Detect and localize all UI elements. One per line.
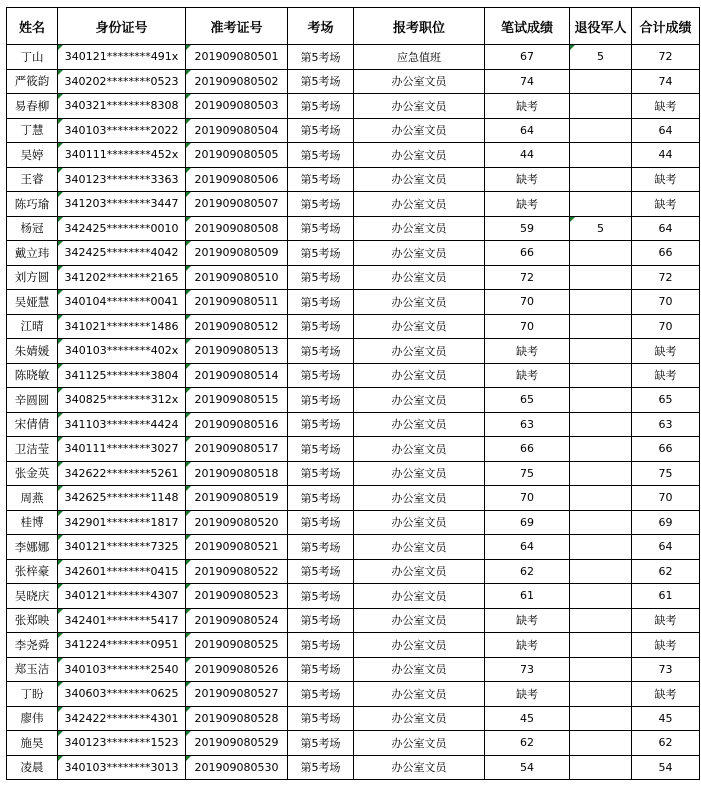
- cell-name: 施昊: [7, 731, 58, 756]
- table-row: [7, 412, 700, 437]
- cell-name: 郑玉洁: [7, 657, 58, 682]
- cell-written-score: 63: [485, 412, 570, 437]
- cell-position: 应急值班: [354, 45, 485, 70]
- cell-id-number: 342401********5417: [58, 608, 186, 633]
- cell-name: 丁盼: [7, 682, 58, 707]
- cell-written-score: 66: [485, 437, 570, 462]
- cell-written-score: 66: [485, 241, 570, 266]
- cell-total-score: 66: [632, 437, 700, 462]
- cell-veteran: [570, 265, 632, 290]
- cell-id-number: 340321********8308: [58, 94, 186, 119]
- cell-total-score: 缺考: [632, 94, 700, 119]
- table-row: [7, 388, 700, 413]
- cell-total-score: 44: [632, 143, 700, 168]
- cell-veteran: [570, 608, 632, 633]
- cell-total-score: 70: [632, 486, 700, 511]
- cell-written-score: 64: [485, 118, 570, 143]
- cell-id-number: 341202********2165: [58, 265, 186, 290]
- header-row: [7, 8, 700, 45]
- cell-venue: 第5考场: [288, 657, 354, 682]
- cell-id-number: 340111********3027: [58, 437, 186, 462]
- table-row: [7, 167, 700, 192]
- cell-veteran: [570, 731, 632, 756]
- table-row: [7, 486, 700, 511]
- table-row: [7, 339, 700, 364]
- cell-written-score: 59: [485, 216, 570, 241]
- cell-total-score: 缺考: [632, 167, 700, 192]
- cell-position: 办公室文员: [354, 608, 485, 633]
- cell-position: 办公室文员: [354, 265, 485, 290]
- cell-veteran: [570, 143, 632, 168]
- cell-id-number: 341021********1486: [58, 314, 186, 339]
- cell-venue: 第5考场: [288, 388, 354, 413]
- cell-written-score: 62: [485, 731, 570, 756]
- cell-position: 办公室文员: [354, 388, 485, 413]
- cell-written-score: 70: [485, 486, 570, 511]
- cell-venue: 第5考场: [288, 363, 354, 388]
- cell-venue: 第5考场: [288, 437, 354, 462]
- table-row: [7, 535, 700, 560]
- cell-total-score: 65: [632, 388, 700, 413]
- cell-written-score: 45: [485, 706, 570, 731]
- cell-ticket: 201909080503: [186, 94, 288, 119]
- cell-name: 张金英: [7, 461, 58, 486]
- cell-id-number: 340202********0523: [58, 69, 186, 94]
- table-row: [7, 45, 700, 70]
- cell-veteran: [570, 339, 632, 364]
- cell-venue: 第5考场: [288, 118, 354, 143]
- cell-ticket: 201909080519: [186, 486, 288, 511]
- table-row: [7, 657, 700, 682]
- table-row: [7, 363, 700, 388]
- cell-written-score: 54: [485, 755, 570, 780]
- cell-name: 李尧舜: [7, 633, 58, 658]
- header-position: 报考职位: [354, 8, 485, 45]
- cell-name: 戴立玮: [7, 241, 58, 266]
- cell-id-number: 340123********1523: [58, 731, 186, 756]
- table-row: [7, 559, 700, 584]
- cell-total-score: 70: [632, 314, 700, 339]
- cell-ticket: 201909080514: [186, 363, 288, 388]
- cell-id-number: 341203********3447: [58, 192, 186, 217]
- cell-ticket: 201909080523: [186, 584, 288, 609]
- cell-position: 办公室文员: [354, 633, 485, 658]
- cell-total-score: 75: [632, 461, 700, 486]
- table-row: [7, 584, 700, 609]
- cell-position: 办公室文员: [354, 290, 485, 315]
- cell-position: 办公室文员: [354, 486, 485, 511]
- cell-written-score: 75: [485, 461, 570, 486]
- cell-ticket: 201909080527: [186, 682, 288, 707]
- cell-veteran: [570, 94, 632, 119]
- cell-position: 办公室文员: [354, 584, 485, 609]
- cell-id-number: 342425********0010: [58, 216, 186, 241]
- header-veteran: 退役军人: [570, 8, 632, 45]
- cell-ticket: 201909080505: [186, 143, 288, 168]
- cell-name: 张梓豪: [7, 559, 58, 584]
- cell-id-number: 341224********0951: [58, 633, 186, 658]
- cell-veteran: [570, 633, 632, 658]
- cell-position: 办公室文员: [354, 437, 485, 462]
- cell-position: 办公室文员: [354, 755, 485, 780]
- cell-ticket: 201909080521: [186, 535, 288, 560]
- cell-total-score: 63: [632, 412, 700, 437]
- cell-id-number: 340103********2022: [58, 118, 186, 143]
- cell-veteran: [570, 363, 632, 388]
- cell-venue: 第5考场: [288, 608, 354, 633]
- cell-venue: 第5考场: [288, 731, 354, 756]
- cell-veteran: [570, 241, 632, 266]
- cell-id-number: 340825********312x: [58, 388, 186, 413]
- table-row: [7, 706, 700, 731]
- cell-ticket: 201909080506: [186, 167, 288, 192]
- cell-id-number: 341125********3804: [58, 363, 186, 388]
- header-name: 姓名: [7, 8, 58, 45]
- cell-venue: 第5考场: [288, 510, 354, 535]
- cell-venue: 第5考场: [288, 339, 354, 364]
- cell-ticket: 201909080504: [186, 118, 288, 143]
- cell-position: 办公室文员: [354, 535, 485, 560]
- cell-name: 丁慧: [7, 118, 58, 143]
- cell-veteran: [570, 682, 632, 707]
- cell-venue: 第5考场: [288, 167, 354, 192]
- cell-total-score: 62: [632, 559, 700, 584]
- cell-name: 王睿: [7, 167, 58, 192]
- cell-ticket: 201909080530: [186, 755, 288, 780]
- cell-position: 办公室文员: [354, 143, 485, 168]
- cell-total-score: 72: [632, 45, 700, 70]
- cell-total-score: 缺考: [632, 339, 700, 364]
- cell-id-number: 342601********0415: [58, 559, 186, 584]
- cell-venue: 第5考场: [288, 633, 354, 658]
- cell-total-score: 缺考: [632, 608, 700, 633]
- cell-veteran: [570, 69, 632, 94]
- cell-position: 办公室文员: [354, 118, 485, 143]
- cell-ticket: 201909080512: [186, 314, 288, 339]
- cell-written-score: 65: [485, 388, 570, 413]
- cell-veteran: [570, 388, 632, 413]
- cell-veteran: [570, 461, 632, 486]
- cell-written-score: 74: [485, 69, 570, 94]
- cell-veteran: 5: [570, 216, 632, 241]
- cell-ticket: 201909080528: [186, 706, 288, 731]
- cell-written-score: 缺考: [485, 633, 570, 658]
- cell-position: 办公室文员: [354, 167, 485, 192]
- cell-written-score: 缺考: [485, 608, 570, 633]
- cell-name: 易春柳: [7, 94, 58, 119]
- cell-position: 办公室文员: [354, 682, 485, 707]
- cell-venue: 第5考场: [288, 290, 354, 315]
- cell-position: 办公室文员: [354, 706, 485, 731]
- table-row: [7, 633, 700, 658]
- table-row: [7, 290, 700, 315]
- table-row: [7, 192, 700, 217]
- cell-venue: 第5考场: [288, 143, 354, 168]
- cell-veteran: [570, 559, 632, 584]
- cell-venue: 第5考场: [288, 241, 354, 266]
- cell-ticket: 201909080524: [186, 608, 288, 633]
- cell-name: 张郑映: [7, 608, 58, 633]
- cell-venue: 第5考场: [288, 69, 354, 94]
- table-row: [7, 69, 700, 94]
- table-row: [7, 143, 700, 168]
- header-total-score: 合计成绩: [632, 8, 700, 45]
- cell-written-score: 73: [485, 657, 570, 682]
- cell-position: 办公室文员: [354, 731, 485, 756]
- cell-total-score: 54: [632, 755, 700, 780]
- cell-ticket: 201909080510: [186, 265, 288, 290]
- table-row: [7, 314, 700, 339]
- cell-name: 吴婷: [7, 143, 58, 168]
- cell-position: 办公室文员: [354, 339, 485, 364]
- table-row: [7, 731, 700, 756]
- cell-written-score: 缺考: [485, 94, 570, 119]
- cell-name: 陈巧瑜: [7, 192, 58, 217]
- cell-position: 办公室文员: [354, 510, 485, 535]
- cell-name: 凌晨: [7, 755, 58, 780]
- table-row: [7, 608, 700, 633]
- cell-total-score: 45: [632, 706, 700, 731]
- table-row: [7, 461, 700, 486]
- cell-total-score: 61: [632, 584, 700, 609]
- cell-ticket: 201909080520: [186, 510, 288, 535]
- cell-ticket: 201909080511: [186, 290, 288, 315]
- cell-id-number: 340103********3013: [58, 755, 186, 780]
- table-row: [7, 265, 700, 290]
- table-row: [7, 94, 700, 119]
- score-sheet: [6, 7, 700, 780]
- cell-total-score: 72: [632, 265, 700, 290]
- cell-venue: 第5考场: [288, 584, 354, 609]
- cell-name: 廖伟: [7, 706, 58, 731]
- cell-total-score: 69: [632, 510, 700, 535]
- cell-veteran: [570, 755, 632, 780]
- cell-name: 陈晓敏: [7, 363, 58, 388]
- cell-id-number: 342625********1148: [58, 486, 186, 511]
- cell-name: 严筱韵: [7, 69, 58, 94]
- cell-venue: 第5考场: [288, 192, 354, 217]
- cell-ticket: 201909080501: [186, 45, 288, 70]
- cell-name: 朱婧媛: [7, 339, 58, 364]
- cell-total-score: 62: [632, 731, 700, 756]
- cell-total-score: 64: [632, 216, 700, 241]
- table-row: [7, 216, 700, 241]
- cell-written-score: 缺考: [485, 192, 570, 217]
- cell-total-score: 缺考: [632, 682, 700, 707]
- cell-total-score: 70: [632, 290, 700, 315]
- header-ticket: 准考证号: [186, 8, 288, 45]
- header-written-score: 笔试成绩: [485, 8, 570, 45]
- cell-total-score: 66: [632, 241, 700, 266]
- cell-veteran: [570, 192, 632, 217]
- cell-position: 办公室文员: [354, 241, 485, 266]
- table-row: [7, 682, 700, 707]
- cell-name: 宋倩倩: [7, 412, 58, 437]
- cell-name: 江晴: [7, 314, 58, 339]
- cell-id-number: 341103********4424: [58, 412, 186, 437]
- cell-venue: 第5考场: [288, 535, 354, 560]
- cell-venue: 第5考场: [288, 265, 354, 290]
- cell-name: 辛圆圆: [7, 388, 58, 413]
- table-row: [7, 755, 700, 780]
- cell-total-score: 64: [632, 118, 700, 143]
- cell-total-score: 缺考: [632, 363, 700, 388]
- cell-veteran: [570, 535, 632, 560]
- table-row: [7, 118, 700, 143]
- cell-position: 办公室文员: [354, 559, 485, 584]
- cell-veteran: [570, 314, 632, 339]
- cell-venue: 第5考场: [288, 706, 354, 731]
- cell-ticket: 201909080529: [186, 731, 288, 756]
- cell-id-number: 342622********5261: [58, 461, 186, 486]
- cell-id-number: 340121********4307: [58, 584, 186, 609]
- cell-veteran: [570, 706, 632, 731]
- cell-venue: 第5考场: [288, 216, 354, 241]
- cell-veteran: [570, 437, 632, 462]
- table-row: [7, 437, 700, 462]
- cell-id-number: 340103********2540: [58, 657, 186, 682]
- cell-name: 卫洁莹: [7, 437, 58, 462]
- cell-written-score: 缺考: [485, 363, 570, 388]
- cell-position: 办公室文员: [354, 69, 485, 94]
- cell-veteran: [570, 412, 632, 437]
- cell-name: 周燕: [7, 486, 58, 511]
- cell-written-score: 缺考: [485, 339, 570, 364]
- cell-ticket: 201909080509: [186, 241, 288, 266]
- cell-ticket: 201909080508: [186, 216, 288, 241]
- cell-id-number: 340111********452x: [58, 143, 186, 168]
- cell-position: 办公室文员: [354, 314, 485, 339]
- header-venue: 考场: [288, 8, 354, 45]
- cell-veteran: [570, 510, 632, 535]
- cell-veteran: 5: [570, 45, 632, 70]
- cell-venue: 第5考场: [288, 755, 354, 780]
- cell-written-score: 61: [485, 584, 570, 609]
- cell-ticket: 201909080522: [186, 559, 288, 584]
- cell-name: 桂博: [7, 510, 58, 535]
- cell-written-score: 缺考: [485, 167, 570, 192]
- cell-name: 吴晓庆: [7, 584, 58, 609]
- cell-veteran: [570, 657, 632, 682]
- cell-id-number: 342422********4301: [58, 706, 186, 731]
- cell-position: 办公室文员: [354, 216, 485, 241]
- cell-total-score: 73: [632, 657, 700, 682]
- cell-id-number: 342901********1817: [58, 510, 186, 535]
- cell-veteran: [570, 290, 632, 315]
- cell-written-score: 70: [485, 314, 570, 339]
- cell-position: 办公室文员: [354, 461, 485, 486]
- cell-position: 办公室文员: [354, 657, 485, 682]
- cell-venue: 第5考场: [288, 45, 354, 70]
- cell-id-number: 340104********0041: [58, 290, 186, 315]
- cell-position: 办公室文员: [354, 363, 485, 388]
- cell-id-number: 340121********491x: [58, 45, 186, 70]
- cell-ticket: 201909080526: [186, 657, 288, 682]
- cell-ticket: 201909080515: [186, 388, 288, 413]
- cell-id-number: 340603********0625: [58, 682, 186, 707]
- cell-veteran: [570, 584, 632, 609]
- cell-ticket: 201909080513: [186, 339, 288, 364]
- cell-venue: 第5考场: [288, 94, 354, 119]
- cell-veteran: [570, 167, 632, 192]
- header-id-number: 身份证号: [58, 8, 186, 45]
- cell-written-score: 67: [485, 45, 570, 70]
- cell-written-score: 缺考: [485, 682, 570, 707]
- cell-name: 李娜娜: [7, 535, 58, 560]
- cell-veteran: [570, 118, 632, 143]
- cell-written-score: 64: [485, 535, 570, 560]
- score-table: [6, 7, 700, 780]
- cell-id-number: 340103********402x: [58, 339, 186, 364]
- cell-written-score: 70: [485, 290, 570, 315]
- cell-total-score: 缺考: [632, 192, 700, 217]
- table-row: [7, 510, 700, 535]
- cell-ticket: 201909080518: [186, 461, 288, 486]
- cell-venue: 第5考场: [288, 314, 354, 339]
- cell-veteran: [570, 486, 632, 511]
- cell-ticket: 201909080516: [186, 412, 288, 437]
- cell-ticket: 201909080502: [186, 69, 288, 94]
- cell-written-score: 69: [485, 510, 570, 535]
- cell-id-number: 340121********7325: [58, 535, 186, 560]
- cell-total-score: 缺考: [632, 633, 700, 658]
- cell-ticket: 201909080517: [186, 437, 288, 462]
- cell-written-score: 72: [485, 265, 570, 290]
- cell-name: 刘方圆: [7, 265, 58, 290]
- cell-total-score: 64: [632, 535, 700, 560]
- cell-position: 办公室文员: [354, 192, 485, 217]
- cell-name: 吴娅慧: [7, 290, 58, 315]
- cell-total-score: 74: [632, 69, 700, 94]
- cell-venue: 第5考场: [288, 682, 354, 707]
- cell-ticket: 201909080525: [186, 633, 288, 658]
- cell-name: 杨冠: [7, 216, 58, 241]
- cell-position: 办公室文员: [354, 412, 485, 437]
- cell-venue: 第5考场: [288, 486, 354, 511]
- cell-position: 办公室文员: [354, 94, 485, 119]
- cell-name: 丁山: [7, 45, 58, 70]
- cell-ticket: 201909080507: [186, 192, 288, 217]
- cell-venue: 第5考场: [288, 461, 354, 486]
- cell-written-score: 62: [485, 559, 570, 584]
- cell-venue: 第5考场: [288, 559, 354, 584]
- table-row: [7, 241, 700, 266]
- cell-id-number: 342425********4042: [58, 241, 186, 266]
- cell-venue: 第5考场: [288, 412, 354, 437]
- cell-id-number: 340123********3363: [58, 167, 186, 192]
- cell-written-score: 44: [485, 143, 570, 168]
